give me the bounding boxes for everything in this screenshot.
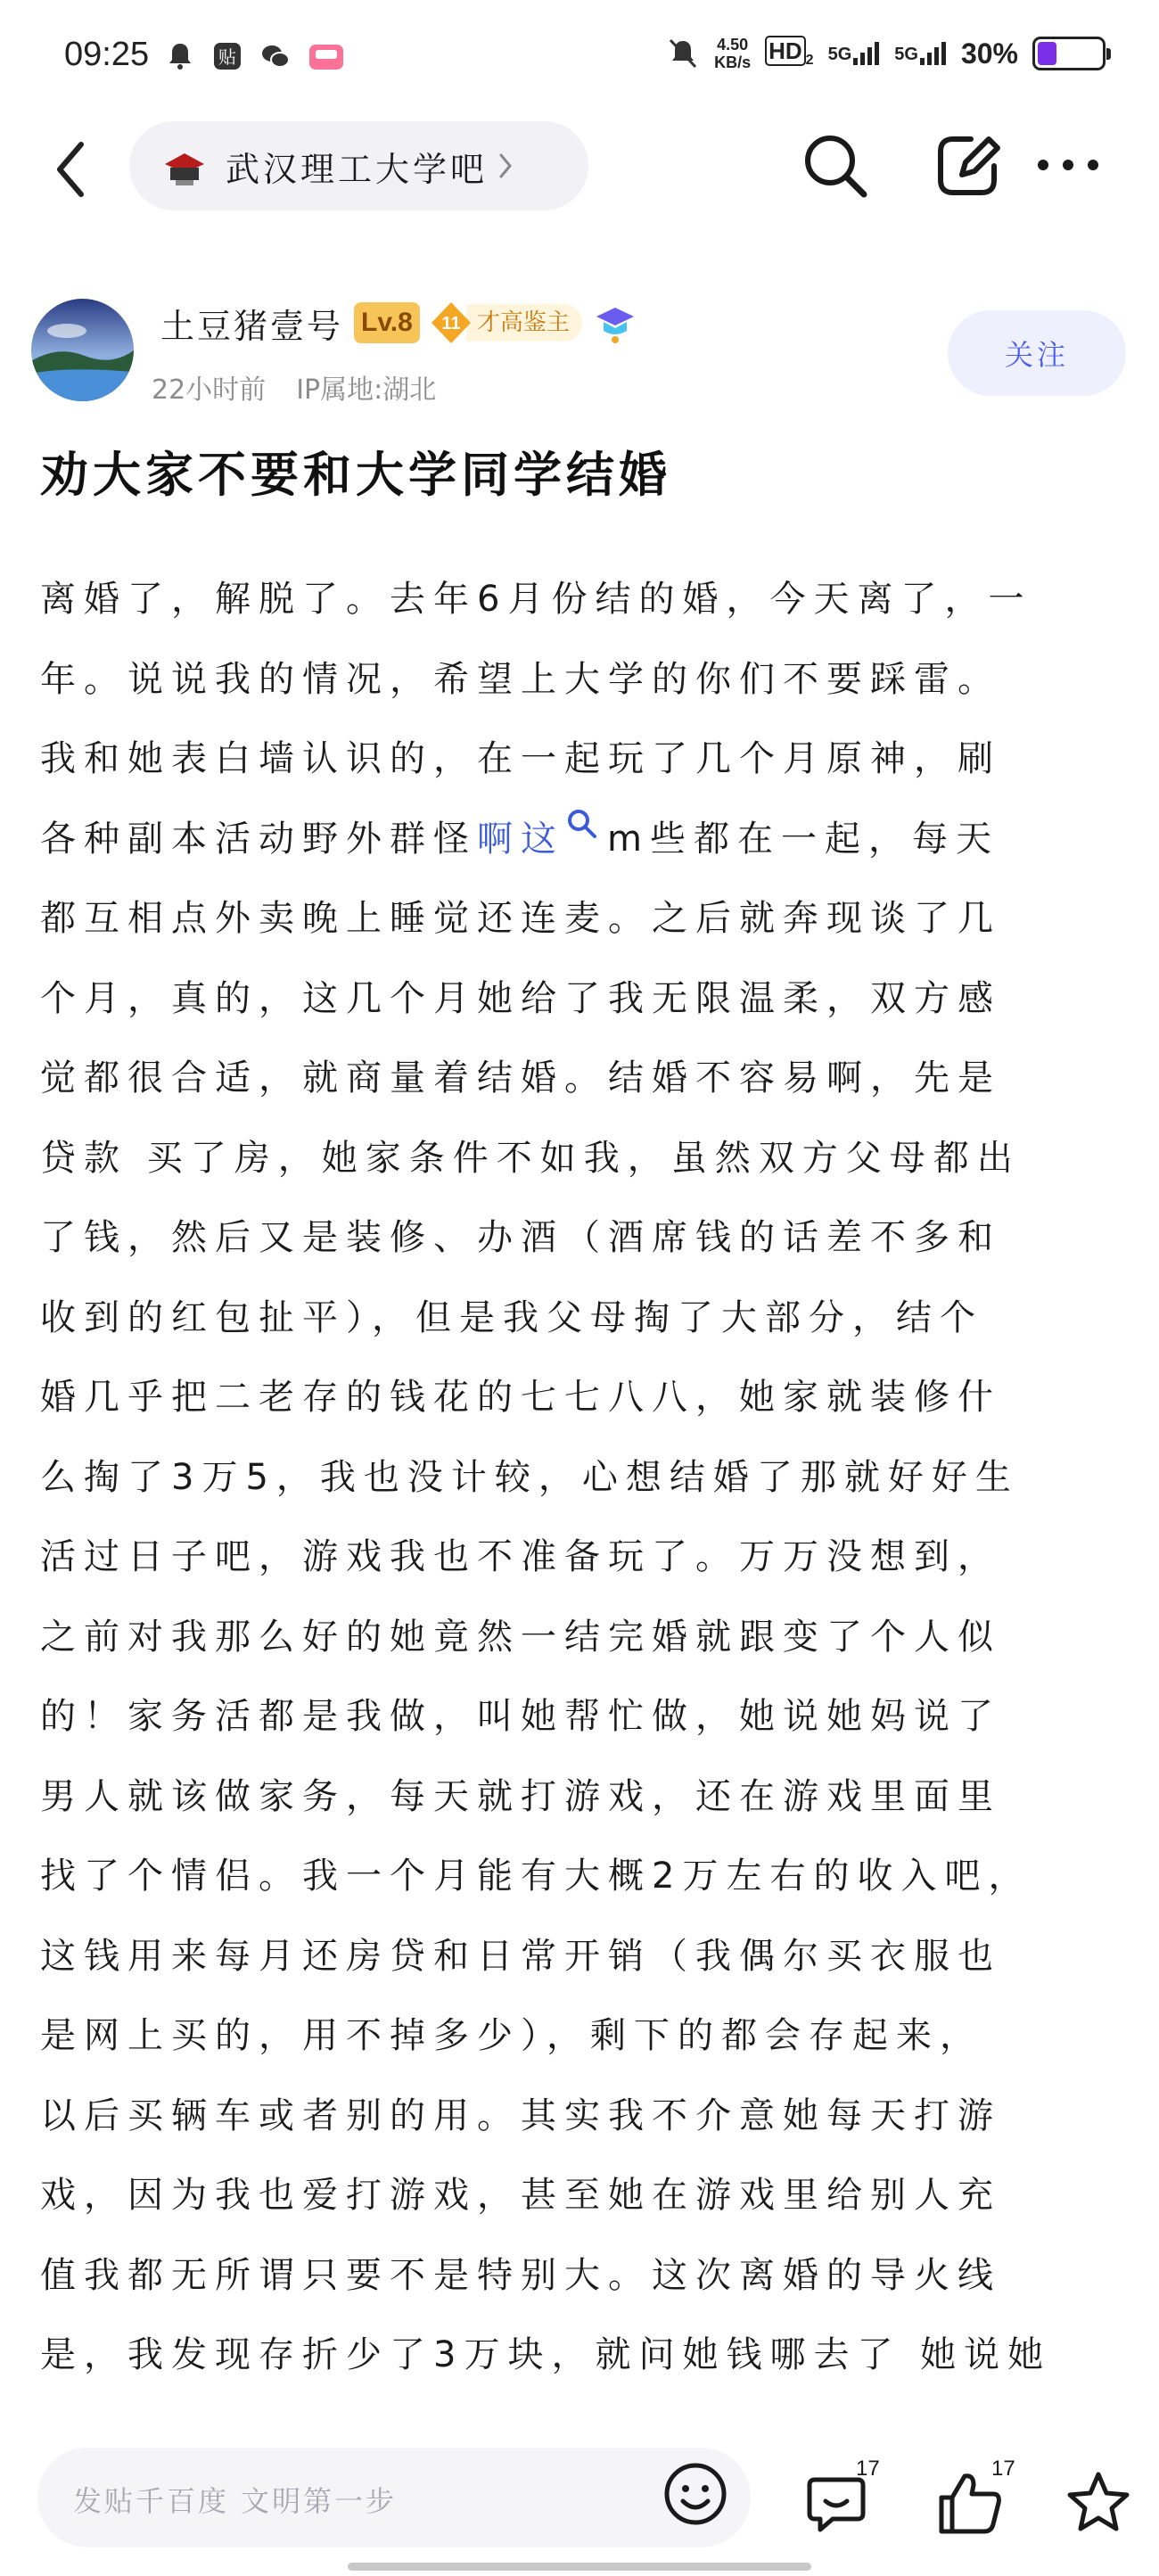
author-row <box>160 296 637 350</box>
post-line: 是网上买的，用不掉多少），剩下的都会存起来， <box>40 2015 983 2056</box>
star-icon[interactable] <box>1063 2467 1134 2539</box>
post-text-segment: 各种副本活动野外群怪 <box>40 818 477 860</box>
post-line: 觉都很合适，就商量着结婚。结婚不容易啊，先是 <box>40 1058 1001 1099</box>
search-link-icon[interactable] <box>564 806 600 842</box>
status-time: 09:25 <box>64 36 150 73</box>
post-line: 离婚了，解脱了。去年6月份结的婚，今天离了，一 <box>40 579 1032 620</box>
top-nav <box>0 116 1159 223</box>
battery-percent: 30% <box>960 37 1018 70</box>
share-icon[interactable] <box>932 130 1003 202</box>
post-line: 收到的红包扯平），但是我父母掏了大部分，结个 <box>40 1296 983 1338</box>
post-line: 这钱用来每月还房贷和日常开销（我偶尔买衣服也 <box>40 1935 1001 1977</box>
emoji-icon[interactable] <box>662 2460 729 2528</box>
mute-icon <box>666 37 700 70</box>
back-icon[interactable] <box>49 136 94 203</box>
wechat-icon <box>260 41 291 71</box>
search-icon[interactable] <box>798 128 873 203</box>
post-line: 值我都无所谓只要不是特别大。这次离婚的导火线 <box>40 2254 1001 2296</box>
forum-logo <box>156 137 213 194</box>
bottom-bar <box>0 2421 1159 2576</box>
battery-icon <box>1032 37 1106 70</box>
post-line: 都互相点外卖晚上睡觉还连麦。之后就奔现谈了几 <box>40 898 1001 939</box>
post-line: 年。说说我的情况，希望上大学的你们不要踩雷。 <box>40 658 1001 700</box>
comment-count: 17 <box>856 2457 880 2481</box>
chevron-right-icon <box>497 152 514 180</box>
bilibili-app-icon <box>308 41 344 71</box>
post-title: 劝大家不要和大学同学结婚 <box>40 447 671 503</box>
hd-indicator: HD $_2$ <box>765 37 813 69</box>
post-line: 了钱，然后又是装修、办酒（酒席钱的话差不多和 <box>40 1217 1001 1258</box>
status-right <box>666 36 1106 71</box>
signal-icon: 5G <box>828 42 881 65</box>
search-link[interactable]: 啊这 <box>477 818 564 860</box>
title-badge-text: 才高鉴主 <box>466 304 582 342</box>
post-line: 是，我发现存折少了3万块，就问她钱哪去了 她说她 <box>40 2334 1052 2375</box>
net-speed: 4.50 KB/s <box>714 36 752 71</box>
post-meta <box>152 367 466 407</box>
post-body <box>40 560 1132 2415</box>
graduation-cap-icon <box>593 300 637 345</box>
post-time: 22小时前 <box>152 374 267 406</box>
post-line: 我和她表白墙认识的，在一起玩了几个月原神，刷 <box>40 738 1001 779</box>
like-count: 17 <box>991 2457 1015 2481</box>
forum-entry-button[interactable] <box>129 121 588 210</box>
post-line: 个月，真的，这几个月她给了我无限温柔，双方感 <box>40 977 1001 1019</box>
notification-bell-icon <box>165 41 195 71</box>
author-name[interactable]: 土豆猪壹号 <box>160 306 344 346</box>
post-text-segment: m些都在一起，每天 <box>607 818 999 860</box>
signal-icon-2: 5G <box>894 42 947 65</box>
tieba-app-icon <box>212 41 242 71</box>
ip-location: IP属地:湖北 <box>296 374 437 406</box>
post-line: 的！家务活都是我做，叫她帮忙做，她说她妈说了 <box>40 1696 1001 1737</box>
post-line: 婚几乎把二老存的钱花的七七八八，她家就装修什 <box>40 1377 1001 1418</box>
post-line: 活过日子吧，游戏我也不准备玩了。万万没想到， <box>40 1536 1001 1577</box>
title-badge <box>429 302 582 343</box>
level-badge: Lv.8 <box>354 302 420 343</box>
post-line: 贷款 买了房，她家条件不如我，虽然双方父母都出 <box>40 1137 1021 1179</box>
post-line: 戏，因为我也爱打游戏，甚至她在游戏里给别人充 <box>40 2175 1001 2216</box>
svg-text:贴: 贴 <box>218 46 236 68</box>
post-line-with-link <box>40 800 1132 880</box>
post-line: 找了个情侣。我一个月能有大概2万左右的收入吧， <box>40 1856 1032 1897</box>
forum-name: 武汉理工大学吧 <box>226 149 489 189</box>
svg-text:11: 11 <box>441 314 461 333</box>
avatar[interactable] <box>31 299 134 401</box>
post-line: 男人就该做家务，每天就打游戏，还在游戏里面里 <box>40 1775 1001 1817</box>
comment-input[interactable] <box>37 2448 751 2547</box>
post-line: 么掏了3万5，我也没计较，心想结婚了那就好好生 <box>40 1456 1019 1498</box>
more-icon[interactable] <box>1036 152 1100 178</box>
comment-placeholder: 发贴千百度 文明第一步 <box>73 2484 398 2518</box>
status-bar <box>0 0 1159 116</box>
diamond-badge-icon <box>429 300 473 345</box>
home-indicator[interactable] <box>348 2563 811 2571</box>
post-line: 以后买辆车或者别的用。其实我不介意她每天打游 <box>40 2095 1001 2136</box>
follow-button[interactable]: 关注 <box>948 310 1126 396</box>
battery-fill <box>1038 42 1056 65</box>
post-line: 之前对我那么好的她竟然一结完婚就跟变了个人似 <box>40 1616 1001 1658</box>
